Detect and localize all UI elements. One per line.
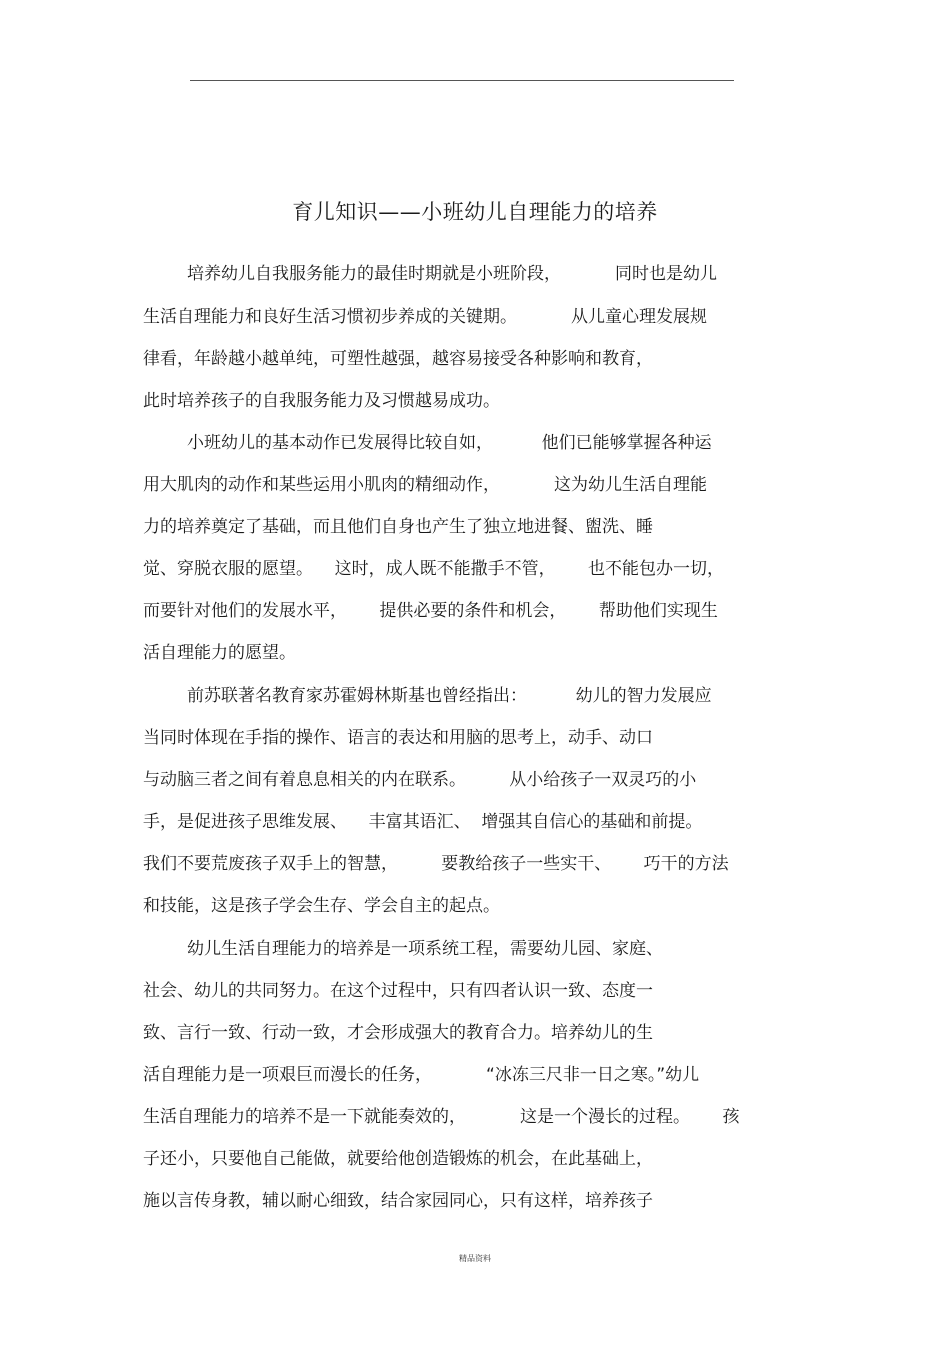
paragraph-4-line-7: 施以言传身教，辅以耐心细致，结合家园同心，只有这样，培养孩子: [143, 1191, 653, 1211]
paragraph-1-line-2: 生活自理能力和良好生活习惯初步养成的关键期。 从儿童心理发展规: [143, 307, 708, 327]
paragraph-2-line-4: 觉、穿脱衣服的愿望。 这时，成人既不能撒手不管， 也不能包办一切，: [143, 559, 725, 579]
paragraph-3-line-1: 前苏联著名教育家苏霍姆林斯基也曾经指出： 幼儿的智力发展应: [187, 686, 712, 706]
document-title: 育儿知识——小班幼儿自理能力的培养: [292, 200, 658, 224]
paragraph-2-line-6: 活自理能力的愿望。: [143, 643, 296, 663]
paragraph-2-line-5: 而要针对他们的发展水平， 提供必要的条件和机会， 帮助他们实现生: [143, 601, 718, 621]
paragraph-3-line-3: 与动脑三者之间有着息息相关的内在联系。 从小给孩子一双灵巧的小: [143, 770, 697, 790]
paragraph-3-line-6: 和技能，这是孩子学会生存、学会自主的起点。: [143, 896, 500, 916]
footer-note: 精品资料: [459, 1254, 491, 1263]
paragraph-3-line-5: 我们不要荒废孩子双手上的智慧， 要教给孩子一些实干、 巧干的方法: [143, 854, 729, 874]
paragraph-1-line-1: 培养幼儿自我服务能力的最佳时期就是小班阶段， 同时也是幼儿: [187, 264, 718, 284]
paragraph-3-line-4: 手，是促进孩子思维发展、 丰富其语汇、 增强其自信心的基础和前提。: [143, 812, 703, 832]
paragraph-1-line-3: 律看，年龄越小越单纯，可塑性越强，越容易接受各种影响和教育，: [143, 349, 653, 369]
header-rule: [190, 80, 734, 81]
paragraph-3-line-2: 当同时体现在手指的操作、语言的表达和用脑的思考上，动手、动口: [143, 728, 653, 748]
paragraph-4-line-1: 幼儿生活自理能力的培养是一项系统工程，需要幼儿园、家庭、: [187, 939, 663, 959]
paragraph-4-line-3: 致、言行一致、行动一致，才会形成强大的教育合力。培养幼儿的生: [143, 1023, 653, 1043]
paragraph-4-line-5: 生活自理能力的培养不是一下就能奏效的， 这是一个漫长的过程。 孩: [143, 1107, 740, 1127]
paragraph-4-line-4: 活自理能力是一项艰巨而漫长的任务， “冰冻三尺非一日之寒。”幼儿: [143, 1065, 700, 1085]
paragraph-4-line-6: 子还小，只要他自己能做，就要给他创造锻炼的机会，在此基础上，: [143, 1149, 653, 1169]
paragraph-4-line-2: 社会、幼儿的共同努力。在这个过程中，只有四者认识一致、态度一: [143, 981, 653, 1001]
paragraph-2-line-1: 小班幼儿的基本动作已发展得比较自如， 他们已能够掌握各种运: [187, 433, 712, 453]
paragraph-1-line-4: 此时培养孩子的自我服务能力及习惯越易成功。: [143, 391, 500, 411]
paragraph-2-line-2: 用大肌肉的动作和某些运用小肌肉的精细动作， 这为幼儿生活自理能: [143, 475, 708, 495]
paragraph-2-line-3: 力的培养奠定了基础，而且他们自身也产生了独立地进餐、盥洗、睡: [143, 517, 653, 537]
